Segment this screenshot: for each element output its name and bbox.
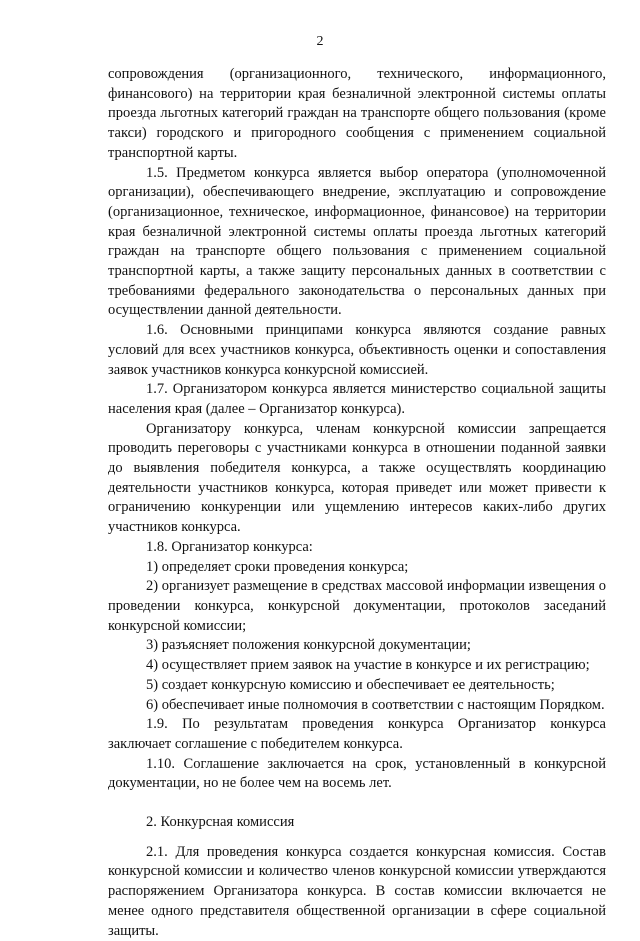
list-item-1: 1) определяет сроки проведения конкурса; [146, 558, 409, 575]
paragraph-1-8: 1.8. Организатор конкурса: [146, 538, 313, 555]
paragraph-1-10: 1.10. Соглашение заключается на срок, установленный в конкурсной документации, но не более чем на восемь лет. [108, 755, 606, 792]
paragraph-1-5: 1.5. Предметом конкурса является выбор оператора (уполномоченной организации), обеспечивающего внедрение, эксплуатацию и сопровождение (организационное, техническое, информационное, финансовое) на территории края безналичной электронной системы оплаты проезда льготных категорий граждан на транспорте общего пользования с применением социальной транспортной карты, а также защиту персональных данных в соответствии с требованиями федерального законодательства о персональных данных при осуществлении данной деятельности. [108, 164, 606, 319]
paragraph-1-9: 1.9. По результатам проведения конкурса Организатор конкурса заключает соглашение с победителем конкурса. [108, 716, 606, 752]
section-heading: 2. Конкурсная комиссия [146, 814, 295, 831]
list-item-4: 4) осуществляет прием заявок на участие в конкурсе и их регистрацию; [146, 657, 590, 674]
paragraph-1-6: 1.6. Основными принципами конкурса являются создание равных условий для всех участников конкурса, объективность оценки и сопоставления заявок участников конкурса конкурсной комиссией. [108, 322, 606, 378]
list-item-2: 2) организует размещение в средствах массовой информации извещения о проведении конкурса, конкурсной документации, протоколов заседаний конкурсной комиссии; [108, 578, 606, 634]
paragraph-2-1: 2.1. Для проведения конкурса создается конкурсная комиссия. Состав конкурсной комиссии и количество членов конкурсной комиссии утверждаются распоряжением Организатора конкурса. В состав комиссии включается не менее одного представителя общественной организации в сфере социальной защиты. [108, 843, 606, 939]
paragraph-1-7: 1.7. Организатором конкурса является министерство социальной защиты населения края (далее – Организатор конкурса). [108, 381, 606, 417]
list-item-5: 5) создает конкурсную комиссию и обеспечивает ее деятельность; [146, 676, 555, 693]
page-number: 2 [316, 34, 324, 49]
list-item-3: 3) разъясняет положения конкурсной документации; [146, 637, 471, 654]
paragraph-continuation: сопровождения (организационного, технического, информационного, финансового) на территории края безналичной электронной системы оплаты проезда льготных категорий граждан на транспорте общего пользования (кроме такси) городского и пригородного сообщения с применением социальной транспортной карты. [108, 66, 606, 161]
document-body [108, 65, 606, 941]
list-item-6: 6) обеспечивает иные полномочия в соответствии с настоящим Порядком. [146, 696, 605, 713]
paragraph-prohibition: Организатору конкурса, членам конкурсной комиссии запрещается проводить переговоры с участниками конкурса в отношении поданной заявки до выявления победителя конкурса, а также осуществлять координацию деятельности участников конкурса, которая приведет или может привести к ограничению конкуренции или ущемлению интересов каких-либо других участников конкурса. [108, 420, 606, 536]
